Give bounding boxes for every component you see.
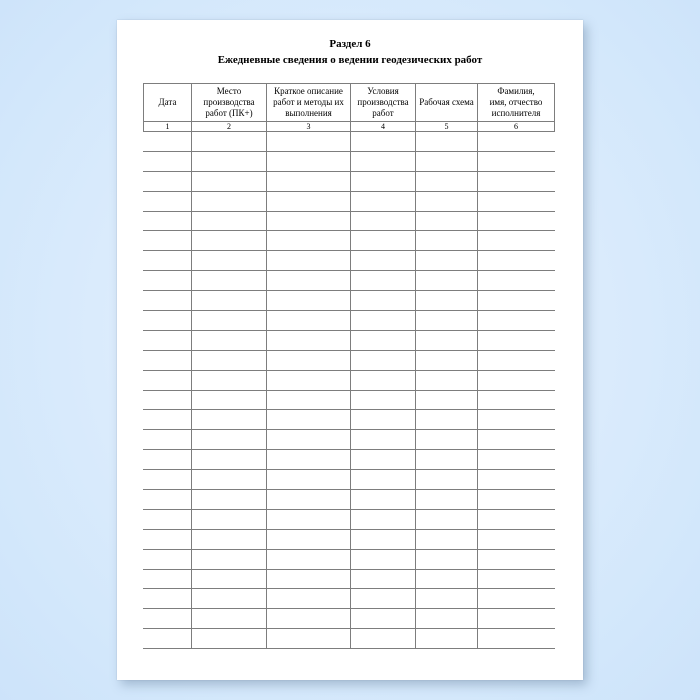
empty-cell [416,212,478,232]
empty-cell [351,530,416,550]
empty-cell [351,311,416,331]
table-row [143,430,555,450]
empty-cell [416,152,478,172]
empty-cell [192,391,267,411]
empty-cell [192,291,267,311]
empty-cell [351,192,416,212]
empty-cell [351,589,416,609]
empty-cell [143,490,192,510]
empty-cell [192,212,267,232]
table-row [143,251,555,271]
table-row [143,331,555,351]
empty-cell [143,192,192,212]
empty-cell [267,550,351,570]
empty-cell [478,570,555,590]
empty-cell [267,510,351,530]
empty-cell [416,490,478,510]
empty-cell [416,271,478,291]
empty-cell [267,271,351,291]
empty-cell [192,510,267,530]
empty-cell [267,152,351,172]
empty-cell [478,470,555,490]
empty-cell [192,331,267,351]
empty-cell [416,570,478,590]
empty-cell [192,132,267,152]
empty-cell [478,172,555,192]
empty-cell [478,490,555,510]
column-number-date: 1 [143,122,192,132]
empty-cell [478,271,555,291]
empty-cell [143,589,192,609]
empty-cell [267,589,351,609]
column-header-work-description: Краткое описание работ и методы их выполнения [267,83,351,122]
empty-cell [416,351,478,371]
empty-cell [267,570,351,590]
table-row [143,530,555,550]
empty-cell [192,351,267,371]
empty-cell [351,470,416,490]
empty-cell [267,311,351,331]
table-row [143,132,555,152]
empty-cell [143,132,192,152]
empty-cell [192,530,267,550]
table-row [143,589,555,609]
empty-cell [267,132,351,152]
empty-cell [478,231,555,251]
table-title: Ежедневные сведения о ведении геодезических работ [217,54,483,66]
empty-cell [416,450,478,470]
empty-cell [143,430,192,450]
empty-cell [416,291,478,311]
column-number-work-conditions: 4 [351,122,416,132]
empty-cell [478,410,555,430]
empty-cell [351,570,416,590]
empty-cell [267,291,351,311]
table-row [143,470,555,490]
empty-cell [416,132,478,152]
empty-cell [267,490,351,510]
column-number-work-location: 2 [192,122,267,132]
empty-cell [478,371,555,391]
empty-cell [351,430,416,450]
empty-cell [351,231,416,251]
empty-cell [143,271,192,291]
empty-cell [192,589,267,609]
empty-cell [351,629,416,649]
table-number-row [143,122,555,132]
empty-cell [416,609,478,629]
empty-cell [192,311,267,331]
empty-cell [192,629,267,649]
empty-cell [192,172,267,192]
empty-cell [267,351,351,371]
empty-cell [416,391,478,411]
empty-cell [192,410,267,430]
empty-cell [351,152,416,172]
table-row [143,291,555,311]
empty-cell [416,371,478,391]
table-row [143,172,555,192]
empty-cell [351,450,416,470]
empty-cell [267,530,351,550]
empty-cell [267,172,351,192]
table-row [143,231,555,251]
empty-cell [478,510,555,530]
table-row [143,609,555,629]
empty-cell [143,311,192,331]
empty-cell [267,331,351,351]
table-row [143,212,555,232]
empty-cell [478,212,555,232]
empty-cell [416,331,478,351]
empty-cell [267,629,351,649]
empty-cell [143,172,192,192]
empty-cell [143,609,192,629]
empty-cell [267,371,351,391]
empty-cell [192,470,267,490]
empty-cell [478,629,555,649]
empty-cell [143,152,192,172]
empty-cell [351,331,416,351]
empty-cell [267,410,351,430]
column-header-work-conditions: Условия производства работ [351,83,416,122]
empty-cell [143,251,192,271]
empty-cell [267,192,351,212]
empty-cell [267,391,351,411]
empty-cell [416,470,478,490]
empty-cell [267,470,351,490]
empty-cell [478,430,555,450]
empty-cell [416,629,478,649]
empty-cell [267,231,351,251]
empty-cell [192,271,267,291]
empty-cell [416,550,478,570]
empty-cell [143,510,192,530]
table-row [143,152,555,172]
document-titles [117,20,583,68]
empty-cell [143,570,192,590]
table-row [143,510,555,530]
empty-cell [351,291,416,311]
empty-cell [143,470,192,490]
daily-records-table [143,83,555,649]
table-row [143,192,555,212]
section-title: Раздел 6 [329,38,371,50]
empty-cell [416,430,478,450]
empty-cell [143,371,192,391]
empty-cell [267,251,351,271]
empty-cell [192,371,267,391]
empty-cell [478,291,555,311]
empty-cell [478,589,555,609]
empty-cell [416,172,478,192]
column-header-date: Дата [143,83,192,122]
empty-cell [351,410,416,430]
empty-cell [478,152,555,172]
empty-cell [351,351,416,371]
empty-cell [478,609,555,629]
empty-cell [416,192,478,212]
empty-cell [351,550,416,570]
empty-cell [267,609,351,629]
table-header-row [143,83,555,122]
empty-cell [267,212,351,232]
column-number-work-scheme: 5 [416,122,478,132]
empty-cell [267,450,351,470]
empty-cell [416,530,478,550]
table-row [143,570,555,590]
empty-cell [416,510,478,530]
table-body [143,132,555,649]
column-number-executor-name: 6 [478,122,555,132]
empty-cell [351,510,416,530]
column-number-work-description: 3 [267,122,351,132]
empty-cell [478,450,555,470]
table-row [143,391,555,411]
column-header-work-location: Место производства работ (ПК+) [192,83,267,122]
empty-cell [192,550,267,570]
empty-cell [478,311,555,331]
empty-cell [351,391,416,411]
column-header-work-scheme: Рабочая схема [416,83,478,122]
empty-cell [192,490,267,510]
empty-cell [192,192,267,212]
empty-cell [416,251,478,271]
empty-cell [351,490,416,510]
empty-cell [478,391,555,411]
empty-cell [478,251,555,271]
table-row [143,490,555,510]
empty-cell [192,231,267,251]
table-row [143,550,555,570]
empty-cell [192,430,267,450]
empty-cell [192,609,267,629]
empty-cell [143,231,192,251]
table-row [143,271,555,291]
empty-cell [478,192,555,212]
empty-cell [143,410,192,430]
column-header-executor-name: Фамилия, имя, отчество исполнителя [478,83,555,122]
empty-cell [143,550,192,570]
table-row [143,371,555,391]
empty-cell [478,530,555,550]
table-row [143,629,555,649]
empty-cell [192,152,267,172]
table-row [143,311,555,331]
empty-cell [416,589,478,609]
empty-cell [351,251,416,271]
empty-cell [478,132,555,152]
empty-cell [351,132,416,152]
empty-cell [351,609,416,629]
empty-cell [351,271,416,291]
empty-cell [192,251,267,271]
table-row [143,450,555,470]
empty-cell [416,410,478,430]
empty-cell [143,629,192,649]
empty-cell [143,530,192,550]
empty-cell [267,430,351,450]
empty-cell [192,570,267,590]
empty-cell [143,351,192,371]
table-row [143,351,555,371]
empty-cell [192,450,267,470]
empty-cell [351,212,416,232]
table-row [143,410,555,430]
empty-cell [351,371,416,391]
empty-cell [478,331,555,351]
empty-cell [416,231,478,251]
empty-cell [143,391,192,411]
empty-cell [478,351,555,371]
empty-cell [143,331,192,351]
empty-cell [143,212,192,232]
document-page [117,20,583,680]
empty-cell [143,450,192,470]
empty-cell [351,172,416,192]
empty-cell [478,550,555,570]
empty-cell [143,291,192,311]
empty-cell [416,311,478,331]
